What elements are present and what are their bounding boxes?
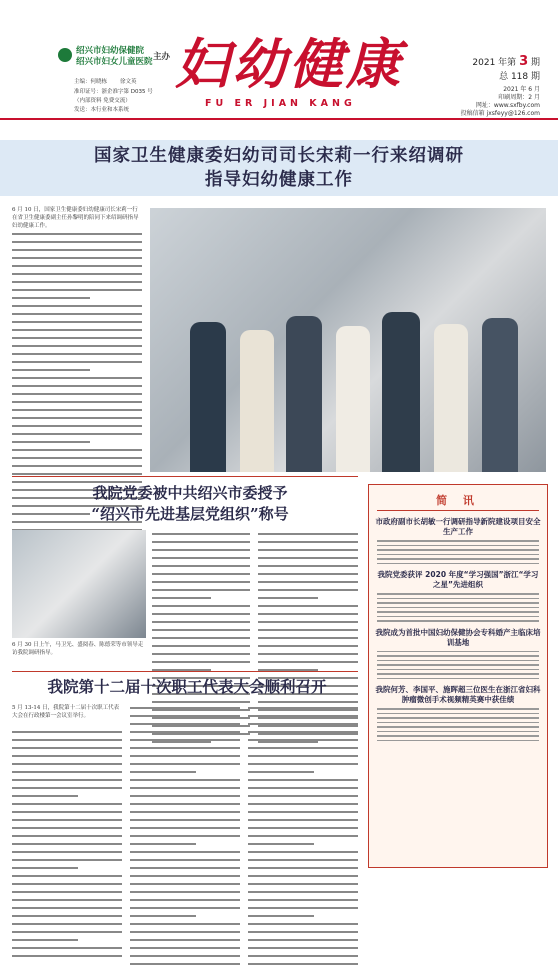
internal-note: （内部资料 免费交流）: [74, 98, 131, 104]
brief-item: [369, 517, 547, 564]
brief-item-title: 我院何芳、李国平、施晖超三位医生在浙江省妇科肿瘤微创手术视频精英赛中获佳绩: [375, 685, 541, 704]
body-text-line: [258, 565, 358, 567]
body-text-line: [12, 947, 122, 949]
brief-news-box: [368, 484, 548, 868]
body-text-line: [12, 401, 142, 403]
issue-info: [472, 54, 540, 82]
body-text-line: [258, 549, 358, 551]
body-text-line: [12, 755, 122, 757]
brief-item: [369, 628, 547, 680]
body-text-line: [248, 747, 358, 749]
body-text-line: [130, 723, 240, 725]
body-text-line: [258, 629, 358, 631]
body-text-line: [130, 867, 240, 869]
lead-photo: [150, 208, 546, 472]
body-text-line: [248, 923, 358, 925]
brief-item-title: 市政府副市长胡敏一行调研指导新院建设项目安全生产工作: [375, 517, 541, 536]
body-text-line: [152, 565, 250, 567]
body-text-line: [12, 867, 78, 869]
body-text-line: [12, 907, 122, 909]
body-text-line: [248, 739, 358, 741]
story3-col1: [12, 704, 122, 960]
pub-info: [461, 86, 540, 118]
body-text-line: [248, 795, 358, 797]
body-text-line: [248, 715, 358, 717]
body-text-line: [12, 875, 122, 877]
body-text-line: [248, 939, 358, 941]
body-text-line: [12, 409, 142, 411]
body-text-line: [12, 915, 122, 917]
editor: 徐文英: [120, 79, 137, 85]
body-text-line: [152, 701, 250, 703]
body-text-line: [258, 613, 358, 615]
body-text-line: [12, 923, 122, 925]
body-text-line: [248, 883, 358, 885]
body-text-line: [130, 827, 240, 829]
body-text-line: [130, 755, 240, 757]
body-text-line: [12, 305, 142, 307]
body-text-line: [152, 573, 250, 575]
body-text-line: [152, 589, 250, 591]
body-text-line: [152, 557, 250, 559]
hospital-name-2: 绍兴市妇女儿童医院: [76, 57, 153, 67]
body-text-line: [12, 345, 142, 347]
hospital-logo-icon: [58, 48, 72, 62]
lead-body-start: 6 月 10 日，国家卫生健康委妇幼健康司长宋莉一行在省卫生健康委副主任孙黎明的陪同下来绍调研指导妇幼健康工作。: [12, 207, 139, 229]
body-text-line: [12, 827, 122, 829]
body-text-line: [248, 707, 358, 709]
body-text-line: [12, 329, 142, 331]
body-text-line: [248, 931, 358, 933]
story3-col2: [130, 704, 240, 968]
body-text-line: [152, 661, 250, 663]
title-pinyin: FU ER JIAN KANG: [205, 98, 356, 109]
body-text-line: [258, 621, 358, 623]
body-text-line: [130, 963, 240, 965]
body-text-line: [12, 939, 78, 941]
distribution: 发送：本行业和本系统: [74, 107, 130, 113]
newspaper-title: 妇幼健康: [175, 32, 403, 96]
body-text-line: [258, 581, 358, 583]
body-text-line: [12, 465, 142, 467]
body-text-line: [248, 771, 314, 773]
body-text-line: [12, 843, 122, 845]
body-text-line: [12, 795, 78, 797]
body-text-line: [12, 739, 122, 741]
brief-section-title: 简 讯: [436, 494, 480, 507]
body-text-line: [12, 441, 90, 443]
body-text-line: [12, 811, 122, 813]
body-text-line: [130, 851, 240, 853]
masthead-rule: [0, 118, 558, 120]
permit-number: 准印证号：浙企准字第 D035 号: [74, 89, 153, 95]
body-text-line: [258, 645, 358, 647]
body-text-line: [152, 637, 250, 639]
email: 投稿信箱 jxsfeyy@126.com: [460, 110, 540, 117]
print-cycle: 印刷周期：2 月: [498, 94, 540, 101]
body-text-line: [12, 771, 122, 773]
body-text-line: [152, 621, 250, 623]
body-text-line: [12, 803, 122, 805]
body-text-line: [12, 257, 142, 259]
body-text-line: [248, 899, 358, 901]
website: 网址：www.sxfby.com: [475, 102, 540, 109]
brief-item: [369, 685, 547, 741]
body-text-line: [130, 819, 240, 821]
body-text-line: [130, 891, 240, 893]
body-text-line: [12, 281, 142, 283]
body-text-line: [152, 541, 250, 543]
chief-editor: 主编：何晓栋: [74, 79, 108, 85]
body-text-line: [248, 763, 358, 765]
body-text-line: [248, 787, 358, 789]
body-text-line: [130, 907, 240, 909]
body-text-line: [130, 779, 240, 781]
body-text-line: [12, 473, 142, 475]
body-text-line: [152, 533, 250, 535]
brief-item-title: 我院党委获评 2020 年度“学习强国”浙江“学习之星”先进组织: [377, 570, 539, 589]
body-text-line: [12, 787, 122, 789]
body-text-line: [130, 835, 240, 837]
body-text-line: [130, 707, 240, 709]
issue-year: 2021 年第: [472, 58, 517, 68]
body-text-line: [258, 573, 358, 575]
body-text-line: [130, 811, 240, 813]
body-text-line: [130, 955, 240, 957]
body-text-line: [248, 851, 358, 853]
body-text-line: [12, 425, 142, 427]
body-text-line: [248, 907, 358, 909]
issue-unit: 期: [530, 58, 540, 68]
body-text-line: [248, 915, 314, 917]
body-text-line: [248, 827, 358, 829]
body-text-line: [130, 739, 240, 741]
body-text-line: [248, 955, 358, 957]
body-text-line: [130, 915, 196, 917]
body-text-line: [12, 449, 142, 451]
body-text-line: [12, 417, 142, 419]
body-text-line: [258, 637, 358, 639]
body-text-line: [130, 763, 240, 765]
body-text-line: [130, 939, 240, 941]
body-text-line: [248, 875, 358, 877]
body-text-line: [12, 393, 142, 395]
body-text-line: [130, 883, 240, 885]
body-text-line: [130, 747, 240, 749]
body-text-line: [258, 605, 358, 607]
body-text-line: [248, 963, 358, 965]
body-text-line: [152, 605, 250, 607]
body-text-line: [130, 803, 240, 805]
story2-photo-caption: 6 月 30 日上午，马卫光、盛阅春、陈德荣等市领导走访我院调研指导。: [12, 642, 144, 656]
body-text-line: [12, 313, 142, 315]
body-text-line: [12, 433, 142, 435]
body-text-line: [152, 581, 250, 583]
body-text-line: [152, 653, 250, 655]
body-text-line: [258, 701, 358, 703]
body-text-line: [152, 549, 250, 551]
body-text-line: [248, 755, 358, 757]
body-text-line: [258, 597, 318, 599]
body-text-line: [248, 835, 358, 837]
body-text-line: [12, 891, 122, 893]
body-text-line: [12, 241, 142, 243]
issue-number: 3: [519, 54, 529, 69]
body-text-line: [130, 843, 196, 845]
story3-body-start: 5 月 13-14 日，我院第十二届十次职工代表大会在行政楼第一会议室举行。: [12, 705, 120, 719]
body-text-line: [130, 875, 240, 877]
body-text-line: [12, 931, 122, 933]
body-text-line: [258, 541, 358, 543]
body-text-line: [248, 731, 358, 733]
body-text-line: [12, 859, 122, 861]
hospital-name-1: 绍兴市妇幼保健院: [76, 46, 145, 56]
divider-1: [12, 476, 358, 477]
body-text-line: [12, 883, 122, 885]
body-text-line: [248, 779, 358, 781]
body-text-line: [12, 899, 122, 901]
body-text-line: [12, 763, 122, 765]
body-text-line: [258, 533, 358, 535]
body-text-line: [152, 613, 250, 615]
body-text-line: [258, 589, 358, 591]
brief-item-title: 我院成为首批中国妇幼保健协会专科婚产主临床培训基地: [375, 627, 541, 647]
body-text-line: [12, 819, 122, 821]
body-text-line: [130, 931, 240, 933]
body-text-line: [248, 867, 358, 869]
masthead: [0, 0, 558, 122]
body-text-line: [12, 249, 142, 251]
pub-date: 2021 年 6 月: [503, 86, 540, 93]
body-text-line: [130, 899, 240, 901]
lead-title-line2: 指导妇幼健康工作: [205, 170, 353, 190]
body-text-line: [248, 811, 358, 813]
body-text-line: [248, 843, 314, 845]
body-text-line: [152, 629, 250, 631]
body-text-line: [248, 891, 358, 893]
body-text-line: [12, 851, 122, 853]
body-text-line: [258, 557, 358, 559]
body-text-line: [130, 787, 240, 789]
body-text-line: [12, 353, 142, 355]
body-text-line: [12, 361, 142, 363]
body-text-line: [12, 835, 122, 837]
lead-title-line1: 国家卫生健康委妇幼司司长宋莉一行来绍调研: [94, 146, 464, 166]
body-text-line: [152, 597, 211, 599]
body-text-line: [12, 297, 90, 299]
brief-item: [369, 570, 547, 622]
story3-col3: [248, 704, 358, 968]
body-text-line: [258, 661, 358, 663]
story2-title-line1: 我院党委被中共绍兴市委授予: [92, 484, 288, 502]
story2-photo: [12, 530, 146, 638]
body-text-line: [12, 779, 122, 781]
brief-rule: [377, 510, 539, 511]
body-text-line: [130, 795, 240, 797]
story3-title: 我院第十二届十次职工代表大会顺利召开: [47, 677, 327, 696]
body-text-line: [248, 859, 358, 861]
body-text-line: [12, 289, 142, 291]
sponsor-label: 主办: [153, 52, 171, 62]
divider-2: [12, 671, 358, 672]
body-text-line: [130, 731, 240, 733]
body-text-line: [130, 947, 240, 949]
body-text-line: [258, 653, 358, 655]
body-text-line: [12, 321, 142, 323]
body-text-line: [248, 947, 358, 949]
body-text-line: [248, 723, 358, 725]
body-text-line: [130, 771, 196, 773]
body-text-line: [12, 457, 142, 459]
body-text-line: [130, 923, 240, 925]
body-text-line: [12, 747, 122, 749]
body-text-line: [12, 731, 122, 733]
story2-title-line2: “绍兴市先进基层党组织”称号: [91, 505, 289, 523]
body-text-line: [12, 955, 122, 957]
body-text-line: [130, 859, 240, 861]
body-text-line: [12, 385, 142, 387]
body-text-line: [12, 377, 142, 379]
body-text-line: [152, 645, 250, 647]
body-text-line: [130, 715, 240, 717]
body-text-line: [12, 369, 90, 371]
body-text-line: [12, 273, 142, 275]
body-text-line: [12, 337, 142, 339]
lead-headline-banner: [0, 140, 558, 196]
body-text-line: [248, 803, 358, 805]
body-text-line: [12, 265, 142, 267]
body-text-line: [12, 233, 142, 235]
total-issues: 总 118 期: [499, 72, 540, 82]
body-text-line: [248, 819, 358, 821]
